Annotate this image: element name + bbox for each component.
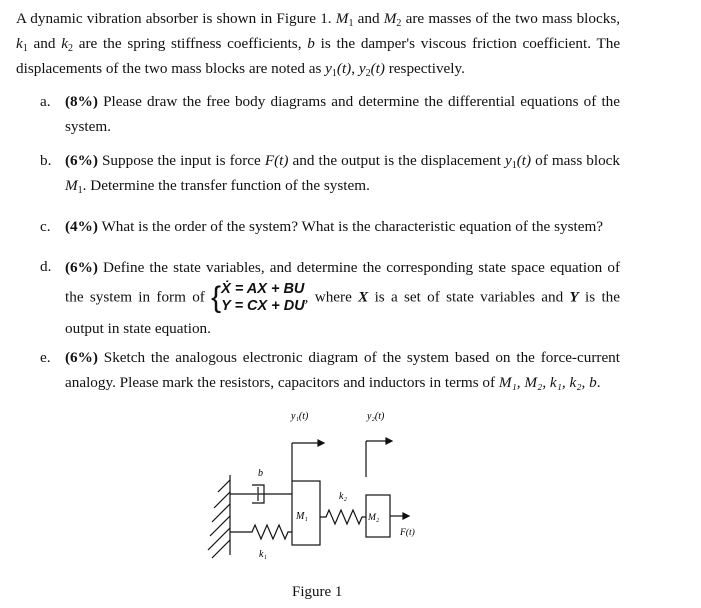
- question-points: (6%): [65, 152, 98, 169]
- y2-label: y₂(t): [367, 411, 385, 422]
- question-e: e. (6%) Sketch the analogous electronic diagram of the system based on the force-current analogy. Please mark the resistors, capacitors and inductors in terms of M₁, M₂, k₁, k₂, b.: [40, 345, 620, 395]
- spring-k1-label: k₁: [259, 549, 267, 560]
- question-label: c.: [40, 218, 51, 235]
- spring-k2: [320, 510, 366, 524]
- question-points: (4%): [65, 218, 98, 235]
- question-label: d.: [40, 258, 52, 275]
- spring-k1: [230, 525, 292, 539]
- damper-b: [230, 485, 292, 503]
- y1-displacement-arrow: [292, 440, 324, 481]
- question-c: c. (4%) What is the order of the system? What is the characteristic equation of the system?: [40, 214, 620, 239]
- y1-label: y₁(t): [291, 411, 309, 422]
- question-a: a. (8%) Please draw the free body diagrams and determine the differential equations of the system.: [40, 89, 620, 139]
- damper-label: b: [258, 468, 263, 479]
- question-label: b.: [40, 152, 52, 169]
- force-arrow: [390, 513, 409, 519]
- mass-m2-label: M₂: [368, 513, 380, 523]
- wall: [208, 475, 230, 558]
- question-d: d. (6%) Define the state variables, and determine the corresponding state space equation of the system in form of { Ẋ = AX + BU Y = CX + DU , where X is a set of state variables and Y is the output in state equation.: [40, 254, 620, 342]
- question-b: b. (6%) Suppose the input is force F(t) and the output is the displacement $y_1(t)$ of mass block $M_1$. Determine the transfer function of the system.: [40, 148, 620, 198]
- figure-1-diagram: [200, 405, 440, 575]
- question-points: (6%): [65, 259, 98, 276]
- question-label: e.: [40, 349, 51, 366]
- question-points: (6%): [65, 349, 98, 366]
- y2-displacement-arrow: [366, 438, 392, 477]
- problem-intro: A dynamic vibration absorber is shown in Figure 1. $M_1$ and $M_2$ are masses of the two mass blocks, $k_1$ and $k_2$ are the spring stiffness coefficients, b is the damper's viscous friction coefficient. The displacements of the two mass blocks are noted as $y_1(t)$, $y_2(t)$ respectively.: [16, 10, 621, 79]
- state-space-equation: { Ẋ = AX + BU Y = CX + DU: [211, 281, 305, 314]
- question-points: (8%): [65, 93, 98, 110]
- mass-m1-label: M₁: [296, 511, 308, 522]
- force-label: F(t): [400, 528, 415, 538]
- figure-caption: Figure 1: [292, 584, 343, 600]
- spring-k2-label: k₂: [339, 491, 347, 502]
- question-label: a.: [40, 93, 51, 110]
